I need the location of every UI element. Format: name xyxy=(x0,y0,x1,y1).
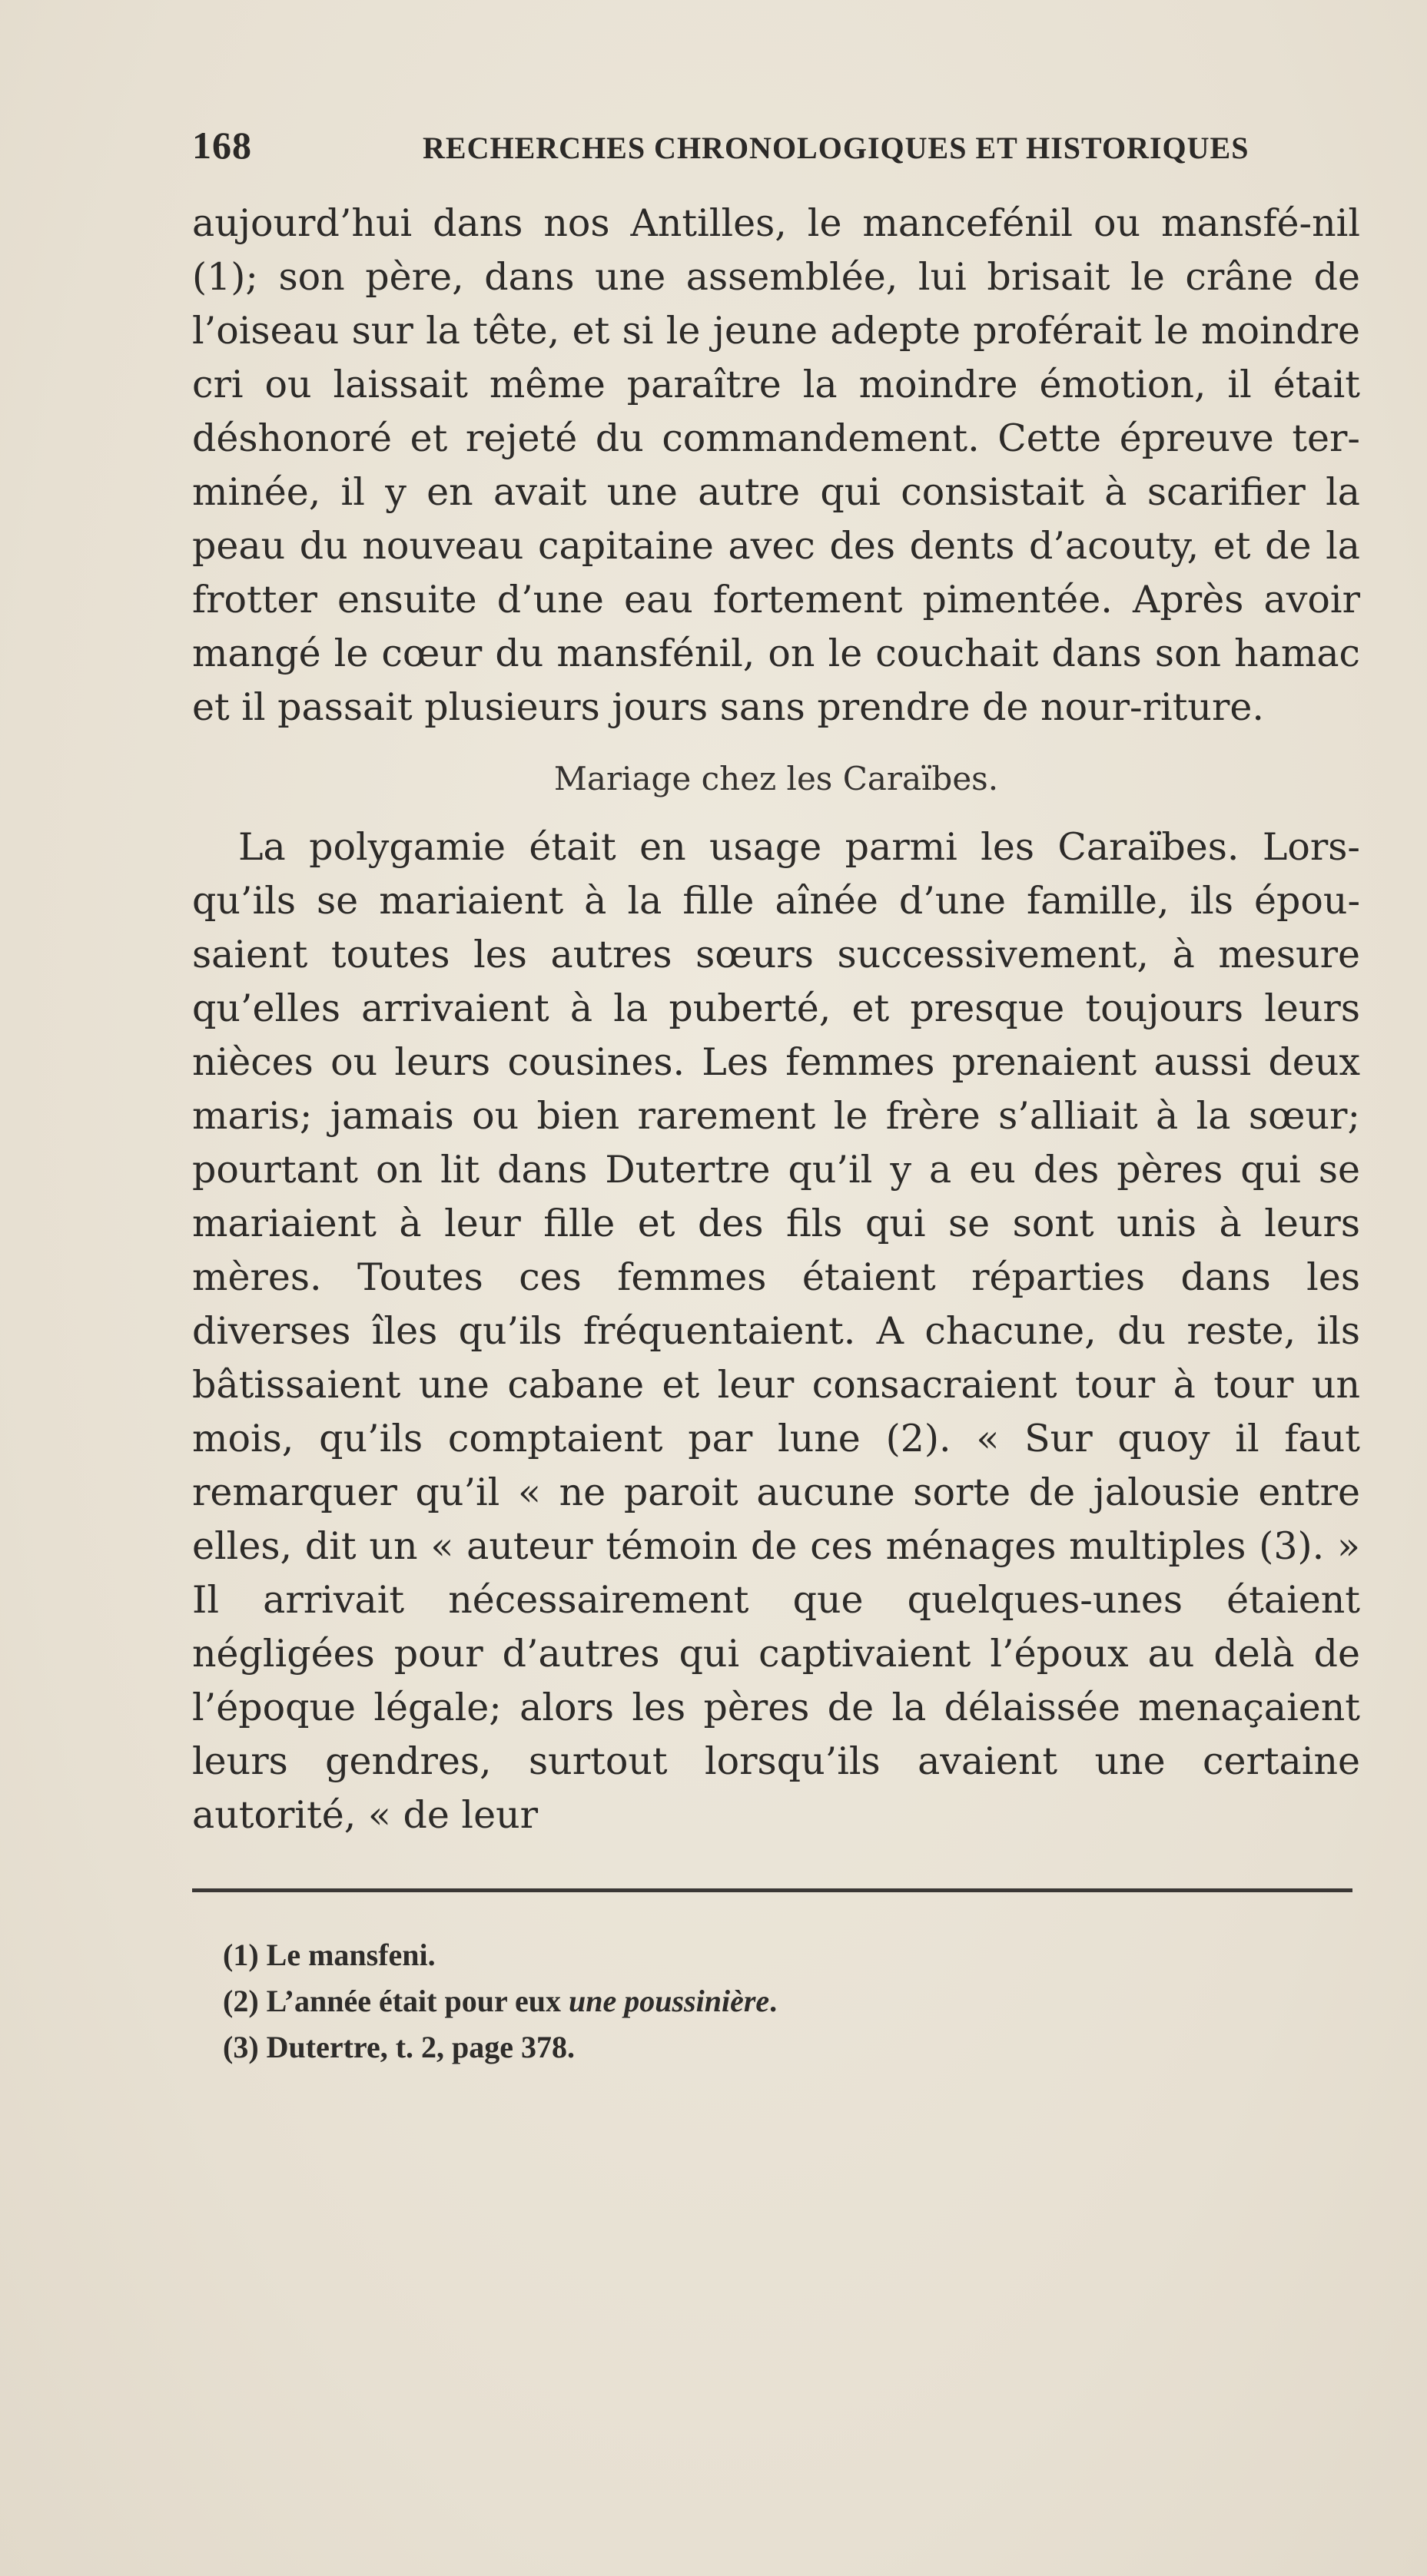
footnote-3 xyxy=(223,2024,1360,2070)
footnote-label: (2) xyxy=(223,1984,259,2018)
running-header xyxy=(192,123,1360,184)
footnote-text: Le mansfeni. xyxy=(266,1938,436,1972)
footnote-1 xyxy=(223,1932,1360,1978)
section-heading: Mariage chez les Caraïbes. xyxy=(553,760,999,797)
footnote-text: Dutertre, t. 2, page 378. xyxy=(266,2030,576,2064)
footnote-label: (3) xyxy=(223,2030,259,2064)
footnote-2 xyxy=(223,1978,1360,2024)
footnote-divider xyxy=(192,1888,1352,1892)
page-number: 168 xyxy=(192,124,252,167)
footnote-italic-term: une poussinière xyxy=(569,1984,770,2018)
running-title: RECHERCHES CHRONOLOGIQUES ET HISTORIQUES xyxy=(423,131,1249,165)
main-text xyxy=(192,197,1360,1842)
footnotes xyxy=(192,1932,1360,2070)
paragraph-1: aujourd’hui dans nos Antilles, le mancefénil ou mansfé-nil (1); son père, dans une assemblée, lui brisait le crâne de l’oiseau sur la tête, et si le jeune adepte proférait le moindre cri ou laissait même paraître la moindre émotion, il était déshonoré et rejeté du commandement. Cette épreuve ter-minée, il y en avait une autre qui consistait à scarifier la peau du nouveau capitaine avec des dents d’acouty, et de la frotter ensuite d’une eau fortement pimentée. Après avoir mangé le cœur du mansfénil, on le couchait dans son hamac et il passait plusieurs jours sans prendre de nour-riture. xyxy=(192,201,1360,729)
paragraph-2: La polygamie était en usage parmi les Caraïbes. Lors-qu’ils se mariaient à la fille aînée d’une famille, ils épou-saient toutes les autres sœurs successivement, à mesure qu’elles arrivaient à la puberté, et presque toujours leurs nièces ou leurs cousines. Les femmes prenaient aussi deux maris; jamais ou bien rarement le frère s’alliait à la sœur; pourtant on lit dans Dutertre qu’il y a eu des pères qui se mariaient à leur fille et des fils qui se sont unis à leurs mères. Toutes ces femmes étaient réparties dans les diverses îles qu’ils fréquentaient. A chacune, du reste, ils bâtissaient une cabane et leur consacraient tour à tour un mois, qu’ils comptaient par lune (2). « Sur quoy il faut remarquer qu’il « ne paroit aucune sorte de jalousie entre elles, dit un « auteur témoin de ces ménages multiples (3). » Il arrivait nécessairement que quelques-unes étaient négligées pour d’autres qui captivaient l’époux au delà de l’époque légale; alors les pères de la délaissée menaçaient leurs gendres, surtout lorsqu’ils avaient une certaine autorité, « de leur xyxy=(192,825,1360,1837)
footnote-label: (1) xyxy=(223,1938,259,1972)
footnote-text-end: . xyxy=(769,1984,778,2018)
footnote-text: L’année était pour eux xyxy=(266,1984,569,2018)
book-page xyxy=(192,123,1360,2070)
